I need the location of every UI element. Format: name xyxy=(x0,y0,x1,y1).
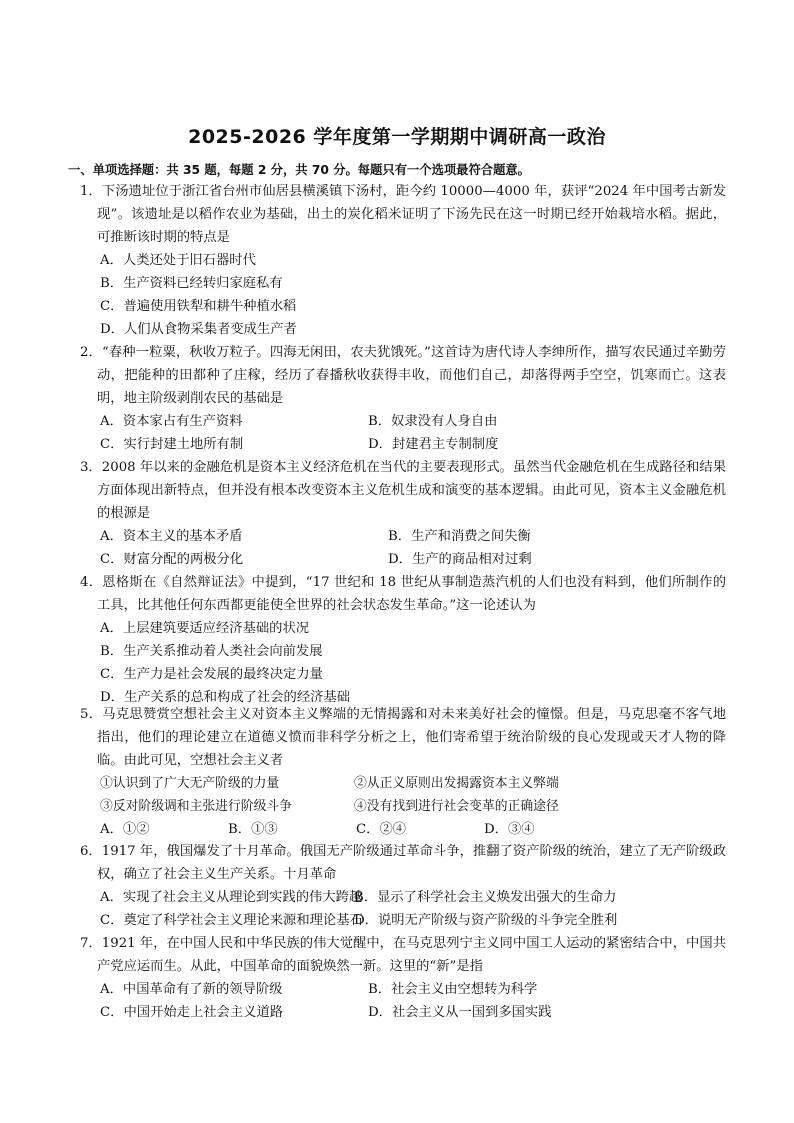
option-c: C．中国开始走上社会主义道路 xyxy=(100,1005,284,1020)
option-list xyxy=(80,617,726,709)
option-d: D．说明无产阶级与资产阶级的斗争完全胜利 xyxy=(354,913,618,928)
question-1 xyxy=(80,180,726,341)
option-a: A．上层建筑要适应经济基础的状况 xyxy=(100,621,310,636)
question-stem: 7．1921 年，在中国人民和中华民族的伟大觉醒中，在马克思列宁主义同中国工人运动的紧密结合中，中国共产党应运而生。从此，中国革命的面貌焕然一新。这里的“新”是指 xyxy=(80,936,726,974)
option-a: A．①② xyxy=(100,822,150,837)
option-d: D．社会主义从一国到多国实践 xyxy=(368,1005,552,1020)
question-6 xyxy=(80,840,726,932)
option-d: D．生产的商品相对过剩 xyxy=(388,552,532,567)
question-stem: 6．1917 年，俄国爆发了十月革命。俄国无产阶级通过革命斗争，推翻了资产阶级的统治，建立了无产阶级政权，确立了社会主义生产关系。十月革命 xyxy=(80,844,726,882)
option-b: B．奴隶没有人身自由 xyxy=(368,414,498,429)
option-c: C．②④ xyxy=(356,822,407,837)
question-5 xyxy=(80,703,726,841)
option-c: C．普遍使用铁犁和耕牛种植水稻 xyxy=(100,299,297,314)
question-4 xyxy=(80,571,726,709)
question-stem: 4．恩格斯在《自然辩证法》中提到，“17 世纪和 18 世纪从事制造蒸汽机的人们也没有料到，他们所制作的工具，比其他任何东西都更能使全世界的社会状态发生革命。”这一论述认为 xyxy=(80,575,726,613)
option-c: C．生产力是社会发展的最终决定力量 xyxy=(100,667,323,682)
option-a: A．人类还处于旧石器时代 xyxy=(100,253,256,268)
option-d: D．封建君主专制制度 xyxy=(368,437,499,452)
section-heading: 一、单项选择题：共 35 题，每题 2 分，共 70 分。每题只有一个选项最符合题意。 xyxy=(68,163,530,177)
option-d: D．生产关系的总和构成了社会的经济基础 xyxy=(100,690,351,705)
statement-2: ②从正义原则出发揭露资本主义弊端 xyxy=(354,776,559,791)
option-b: B．社会主义由空想转为科学 xyxy=(368,982,538,997)
question-7 xyxy=(80,932,726,1024)
statement-4: ④没有找到进行社会变革的正确途径 xyxy=(354,799,559,814)
statement-3: ③反对阶级调和主张进行阶级斗争 xyxy=(100,799,292,814)
option-a: A．资本主义的基本矛盾 xyxy=(100,529,243,544)
option-list xyxy=(80,818,726,841)
option-c: C．财富分配的两极分化 xyxy=(100,552,244,567)
option-a: A．资本家占有生产资料 xyxy=(100,414,243,429)
statement-1: ①认识到了广大无产阶级的力量 xyxy=(100,776,280,791)
option-list xyxy=(80,410,726,456)
option-c: C．实行封建土地所有制 xyxy=(100,437,244,452)
question-stem: 1．下汤遗址位于浙江省台州市仙居县横溪镇下汤村，距今约 10000—4000 年，获评“2024 年中国考古新发现”。该遗址是以稻作农业为基础，出土的炭化稻米证明了下汤先民在这一时期已经开始栽培水稻。据此，可推断该时期的特点是 xyxy=(80,184,726,245)
question-3 xyxy=(80,456,726,571)
statement-list xyxy=(80,772,726,818)
option-d: D．人们从食物采集者变成生产者 xyxy=(100,322,297,337)
option-d: D．③④ xyxy=(484,822,535,837)
option-b: B．①③ xyxy=(228,822,278,837)
question-stem: 2．“春种一粒粟，秋收万粒子。四海无闲田，农夫犹饿死。”这首诗为唐代诗人李绅所作，描写农民通过辛勤劳动，把能种的田都种了庄稼，经历了春播秋收获得丰收，而他们自己，却落得两手空空，饥寒而亡。这表明，地主阶级剥削农民的基础是 xyxy=(80,345,726,406)
option-a: A．中国革命有了新的领导阶级 xyxy=(100,982,283,997)
option-c: C．奠定了科学社会主义理论来源和理论基石 xyxy=(100,913,363,928)
option-list xyxy=(80,886,726,932)
option-list xyxy=(80,249,726,341)
option-list xyxy=(80,525,726,571)
question-stem: 5．马克思赞赏空想社会主义对资本主义弊端的无情揭露和对未来美好社会的憧憬。但是，马克思毫不客气地指出，他们的理论建立在道德义愤而非科学分析之上，他们寄希望于统治阶级的良心发现或天才人物的降临。由此可见，空想社会主义者 xyxy=(80,707,726,768)
question-stem: 3．2008 年以来的金融危机是资本主义经济危机在当代的主要表现形式。虽然当代金融危机在生成路径和结果方面体现出新特点，但并没有根本改变资本主义危机生成和演变的基本逻辑。由此可见，资本主义金融危机的根源是 xyxy=(80,460,726,521)
option-b: B．显示了科学社会主义焕发出强大的生命力 xyxy=(354,890,617,905)
option-list xyxy=(80,978,726,1024)
exam-title: 2025-2026 学年度第一学期期中调研高一政治 xyxy=(188,126,606,148)
option-b: B．生产和消费之间失衡 xyxy=(388,529,531,544)
option-b: B．生产关系推动着人类社会向前发展 xyxy=(100,644,323,659)
option-b: B．生产资料已经转归家庭私有 xyxy=(100,276,283,291)
question-2 xyxy=(80,341,726,456)
option-a: A．实现了社会主义从理论到实践的伟大跨越 xyxy=(100,890,363,905)
